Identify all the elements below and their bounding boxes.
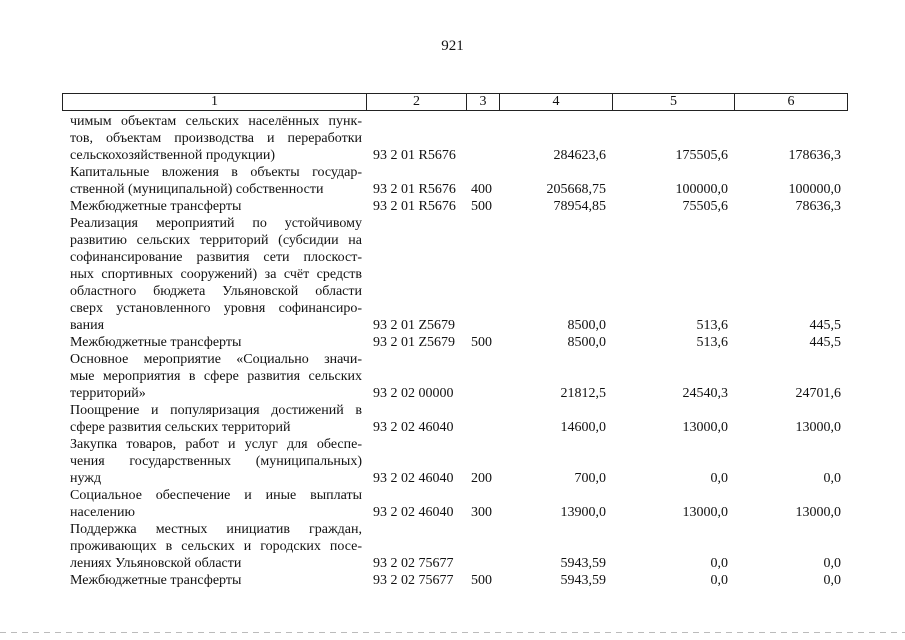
description-line: ных спортивных сооружений) за счёт средств bbox=[70, 267, 362, 282]
row-value-6: 100000,0 bbox=[788, 182, 841, 197]
row-type: 300 bbox=[471, 505, 492, 520]
row-value-6: 445,5 bbox=[809, 318, 841, 333]
table-row bbox=[0, 164, 905, 198]
row-value-6: 24701,6 bbox=[795, 386, 841, 401]
row-type: 400 bbox=[471, 182, 492, 197]
row-value-6: 178636,3 bbox=[788, 148, 841, 163]
row-type: 200 bbox=[471, 471, 492, 486]
row-code: 93 2 02 46040 bbox=[373, 471, 454, 486]
description-line: Поддержка местных инициатив граждан, bbox=[70, 522, 362, 537]
row-value-4: 5943,59 bbox=[560, 573, 606, 588]
description-line: чимым объектам сельских населённых пунк- bbox=[70, 114, 362, 129]
table-row bbox=[0, 436, 905, 487]
description-line: мые мероприятия в сфере развития сельских bbox=[70, 369, 362, 384]
description-line: Реализация мероприятий по устойчивому bbox=[70, 216, 362, 231]
row-description bbox=[70, 572, 362, 589]
table-row bbox=[0, 487, 905, 521]
table-header bbox=[62, 93, 848, 111]
row-value-4: 5943,59 bbox=[560, 556, 606, 571]
row-value-5: 0,0 bbox=[710, 573, 728, 588]
description-line: проживающих в сельских и городских посе- bbox=[70, 539, 362, 554]
description-line: сельскохозяйственной продукции) bbox=[70, 148, 276, 163]
row-description bbox=[70, 351, 362, 402]
row-code: 93 2 01 Z5679 bbox=[373, 318, 456, 333]
row-value-6: 13000,0 bbox=[795, 420, 841, 435]
table-row bbox=[0, 572, 905, 589]
row-description bbox=[70, 215, 362, 334]
description-line: сверх установленного уровня софинансиро- bbox=[70, 301, 362, 316]
description-line: территорий» bbox=[70, 386, 146, 401]
description-line: вания bbox=[70, 318, 105, 333]
table-row bbox=[0, 351, 905, 402]
page-number: 921 bbox=[441, 38, 464, 54]
description-line: софинансирование развития сети плоскост- bbox=[70, 250, 362, 265]
row-value-5: 13000,0 bbox=[682, 505, 728, 520]
table-row bbox=[0, 521, 905, 572]
row-value-6: 445,5 bbox=[809, 335, 841, 350]
description-line: Межбюджетные трансферты bbox=[70, 573, 242, 588]
row-code: 93 2 01 R5676 bbox=[373, 148, 456, 163]
row-type: 500 bbox=[471, 335, 492, 350]
row-description bbox=[70, 113, 362, 164]
row-value-5: 0,0 bbox=[710, 471, 728, 486]
description-line: населению bbox=[70, 505, 135, 520]
row-value-5: 175505,6 bbox=[675, 148, 728, 163]
table-row bbox=[0, 198, 905, 215]
description-line: Поощрение и популяризация достижений в bbox=[70, 403, 362, 418]
row-description bbox=[70, 436, 362, 487]
row-value-4: 284623,6 bbox=[553, 148, 606, 163]
row-value-5: 0,0 bbox=[710, 556, 728, 571]
row-code: 93 2 01 Z5679 bbox=[373, 335, 456, 350]
header-col-5: 5 bbox=[670, 94, 677, 109]
row-value-4: 700,0 bbox=[574, 471, 606, 486]
table-row bbox=[0, 334, 905, 351]
header-col-6: 6 bbox=[787, 94, 795, 109]
row-value-6: 13000,0 bbox=[795, 505, 841, 520]
header-col-4: 4 bbox=[552, 94, 560, 109]
header-col-2: 2 bbox=[413, 94, 420, 109]
scan-artifact-line bbox=[0, 632, 905, 633]
row-value-4: 8500,0 bbox=[567, 335, 606, 350]
row-value-5: 513,6 bbox=[696, 335, 728, 350]
description-line: тов, объектам производства и переработки bbox=[70, 131, 362, 146]
description-line: Социальное обеспечение и иные выплаты bbox=[70, 488, 362, 503]
description-line: Межбюджетные трансферты bbox=[70, 335, 242, 350]
description-line: лениях Ульяновской области bbox=[70, 556, 242, 571]
row-description bbox=[70, 164, 362, 198]
row-value-4: 8500,0 bbox=[567, 318, 606, 333]
row-value-4: 21812,5 bbox=[560, 386, 606, 401]
row-code: 93 2 02 00000 bbox=[373, 386, 454, 401]
row-value-5: 513,6 bbox=[696, 318, 728, 333]
row-value-6: 0,0 bbox=[823, 471, 841, 486]
row-description bbox=[70, 402, 362, 436]
row-code: 93 2 02 46040 bbox=[373, 420, 454, 435]
row-value-6: 0,0 bbox=[823, 556, 841, 571]
description-line: нужд bbox=[70, 471, 102, 486]
row-value-4: 13900,0 bbox=[560, 505, 606, 520]
row-value-5: 100000,0 bbox=[675, 182, 728, 197]
row-description bbox=[70, 198, 362, 215]
row-value-4: 205668,75 bbox=[546, 182, 606, 197]
row-description bbox=[70, 334, 362, 351]
row-code: 93 2 01 R5676 bbox=[373, 182, 456, 197]
row-value-5: 75505,6 bbox=[682, 199, 728, 214]
row-type: 500 bbox=[471, 199, 492, 214]
description-line: ственной (муниципальной) собственности bbox=[70, 182, 324, 197]
table-row bbox=[0, 402, 905, 436]
description-line: чения государственных (муниципальных) bbox=[70, 454, 362, 469]
row-code: 93 2 02 75677 bbox=[373, 556, 454, 571]
table-row bbox=[0, 215, 905, 334]
row-code: 93 2 02 46040 bbox=[373, 505, 454, 520]
row-description bbox=[70, 521, 362, 572]
row-value-5: 24540,3 bbox=[682, 386, 728, 401]
row-value-5: 13000,0 bbox=[682, 420, 728, 435]
row-value-4: 78954,85 bbox=[553, 199, 606, 214]
table-row bbox=[0, 113, 905, 164]
row-value-4: 14600,0 bbox=[560, 420, 606, 435]
description-line: областного бюджета Ульяновской области bbox=[70, 284, 362, 299]
row-description bbox=[70, 487, 362, 521]
description-line: Основное мероприятие «Социально значи- bbox=[70, 352, 362, 367]
description-line: Капитальные вложения в объекты государ- bbox=[70, 165, 362, 180]
description-line: сфере развития сельских территорий bbox=[70, 420, 291, 435]
row-code: 93 2 01 R5676 bbox=[373, 199, 456, 214]
description-line: Межбюджетные трансферты bbox=[70, 199, 242, 214]
header-col-1: 1 bbox=[211, 94, 218, 109]
description-line: развитию сельских территорий (субсидии на bbox=[70, 233, 362, 248]
row-value-6: 0,0 bbox=[823, 573, 841, 588]
row-code: 93 2 02 75677 bbox=[373, 573, 454, 588]
header-col-3: 3 bbox=[479, 94, 487, 109]
row-type: 500 bbox=[471, 573, 492, 588]
description-line: Закупка товаров, работ и услуг для обеспе- bbox=[70, 437, 362, 452]
row-value-6: 78636,3 bbox=[795, 199, 841, 214]
